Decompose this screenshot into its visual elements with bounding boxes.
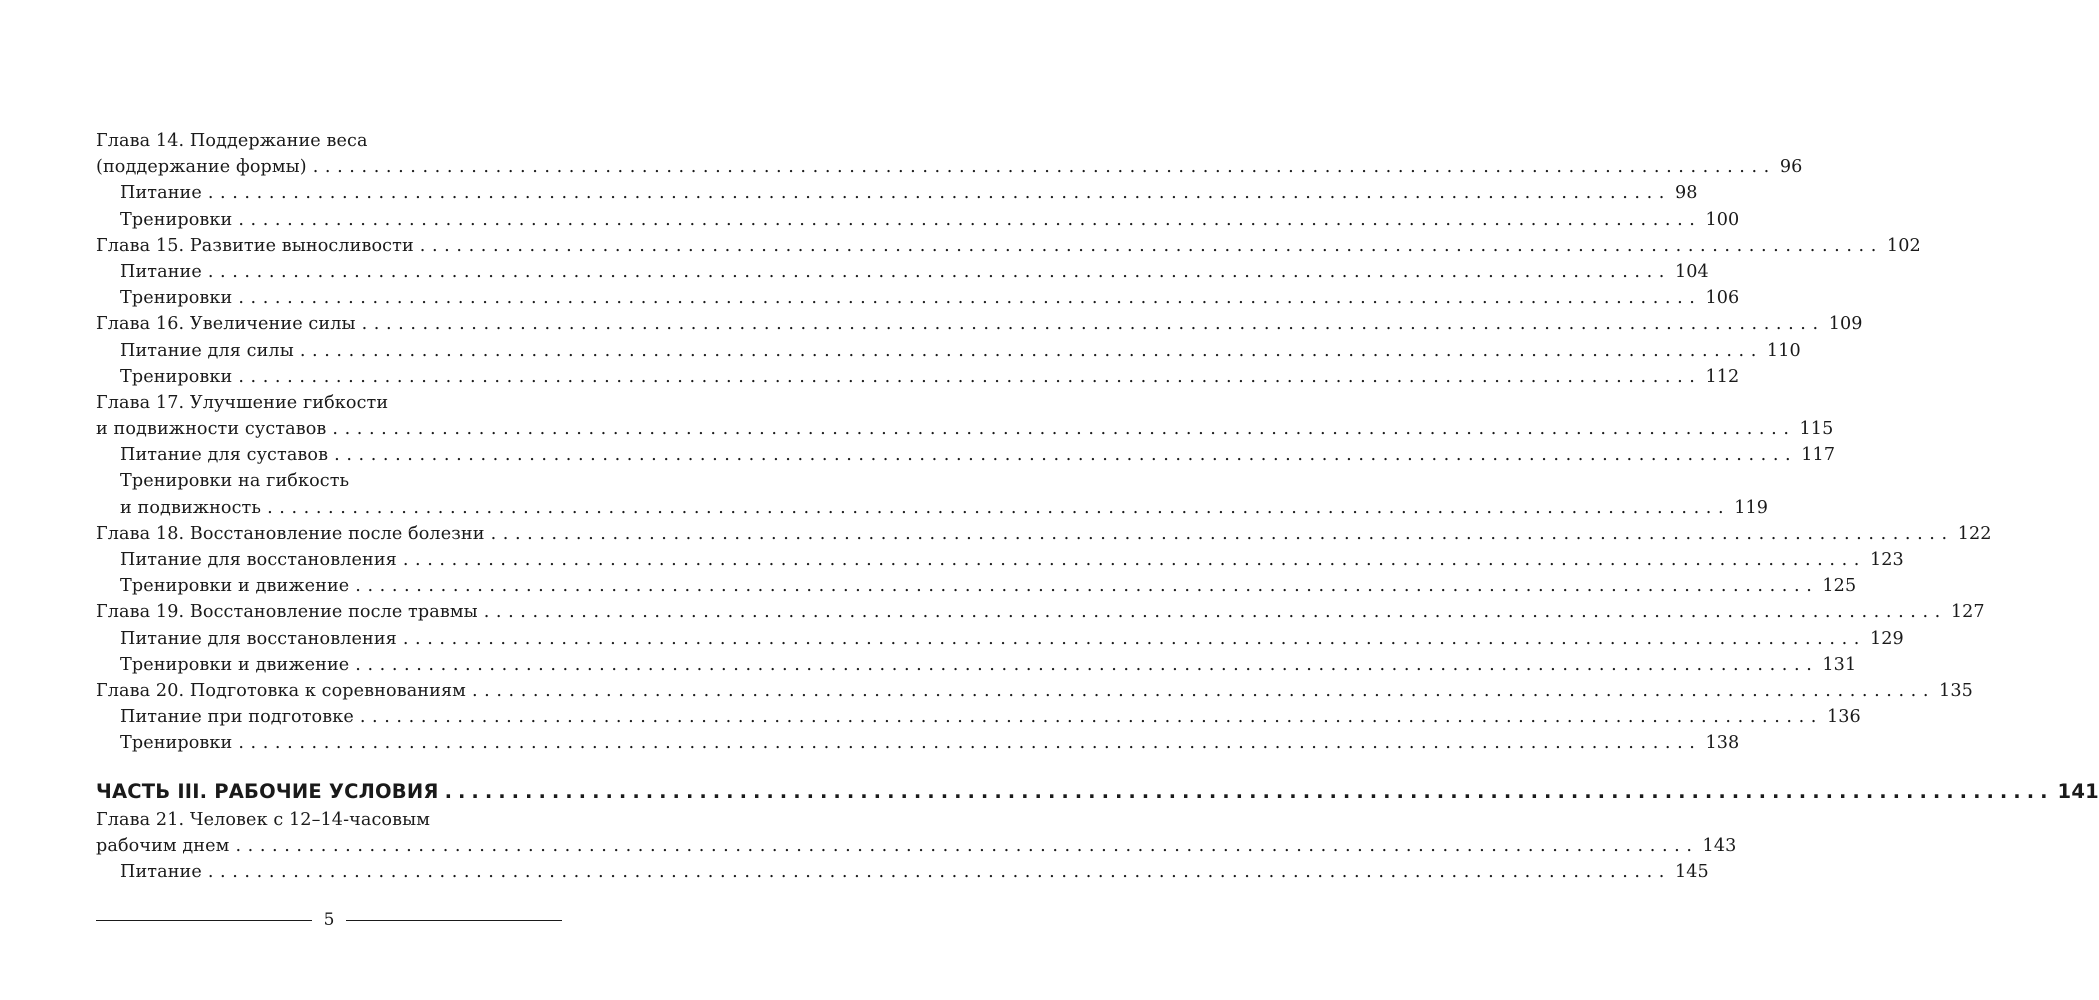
toc-chapter-entry [96, 311, 1863, 337]
toc-page-number: 109 [1828, 314, 1863, 335]
toc-page-number: 104 [1674, 261, 1709, 282]
toc-page-number: 102 [1886, 235, 1921, 256]
dot-leader: ........................................................................................................................ [332, 419, 1796, 440]
dot-leader: ........................................................................................................................ [359, 707, 1823, 728]
footer-rule-right [346, 920, 562, 921]
toc-chapter-entry [96, 154, 1803, 180]
toc-chapter-entry [96, 807, 562, 833]
dot-leader: ........................................................................................................................ [419, 235, 1883, 256]
toc-section-entry [96, 285, 1740, 311]
page-number: 5 [323, 910, 335, 930]
dot-leader: ........................................................................................................................ [238, 209, 1702, 230]
toc-entry-title: Питание для силы [120, 340, 294, 361]
toc-section-entry [96, 730, 1740, 756]
toc-entry-title: Питание при подготовке [120, 707, 354, 728]
toc-section-entry [96, 442, 1836, 468]
toc-chapter-entry [96, 128, 562, 154]
toc-entry-title: Тренировки на гибкость [120, 471, 350, 492]
toc-page-number: 98 [1674, 183, 1698, 204]
dot-leader: ........................................................................................................................ [471, 680, 1936, 701]
toc-page-number: 110 [1766, 340, 1801, 361]
toc-chapter-entry [96, 390, 562, 416]
dot-leader: ........................................................................................................................ [207, 861, 1671, 882]
toc-entry-title: (поддержание формы) [96, 157, 307, 178]
toc-page-number: 131 [1822, 654, 1857, 675]
toc-page-number: 125 [1822, 576, 1857, 597]
toc-page-number: 119 [1734, 497, 1769, 518]
toc-page-number: 106 [1705, 288, 1740, 309]
dot-leader: ........................................................................................................................ [355, 654, 1819, 675]
toc-entry-title: ЧАСТЬ III. РАБОЧИЕ УСЛОВИЯ [96, 779, 439, 803]
dot-leader: ........................................................................................................................ [235, 835, 1699, 856]
toc-entry-title: Тренировки [120, 288, 233, 309]
toc-entry-title: Глава 21. Человек с 12–14-часовым [96, 809, 430, 830]
dot-leader: ........................................................................................................................ [444, 779, 2054, 803]
toc-entry-title: и подвижности суставов [96, 419, 327, 440]
toc-entry-title: Тренировки [120, 733, 233, 754]
dot-leader: ........................................................................................................................ [238, 366, 1702, 387]
toc-chapter-entry [96, 833, 1737, 859]
toc-page-number: 141 [2057, 779, 2099, 803]
toc-entry-title: Питание для восстановления [120, 550, 397, 570]
dot-leader: ........................................................................................................................ [238, 288, 1702, 309]
dot-leader: ........................................................................................................................ [402, 628, 1866, 649]
dot-leader: ........................................................................................................................ [299, 340, 1763, 361]
dot-leader: ........................................................................................................................ [355, 576, 1819, 597]
toc-page-number: 135 [1939, 680, 1973, 701]
toc-entry-title: Глава 14. Поддержание веса [96, 131, 368, 151]
toc-page-number: 127 [1950, 602, 1985, 623]
toc-entry-title: Питание [120, 261, 202, 282]
toc-entry-title: Глава 20. Подготовка к соревнованиям [96, 680, 466, 701]
toc-page-number: 115 [1799, 419, 1834, 440]
toc-section-entry [96, 626, 1904, 652]
toc-page-number: 129 [1869, 628, 1904, 649]
toc-part-entry [96, 777, 2099, 807]
toc-entry-title: Глава 16. Увеличение силы [96, 314, 356, 335]
toc-section-entry [96, 859, 1709, 885]
toc-entry-title: и подвижность [120, 497, 262, 518]
toc-page-number: 143 [1702, 835, 1737, 856]
toc-entry-title: Глава 15. Развитие выносливости [96, 235, 414, 256]
toc-entry-title: рабочим днем [96, 835, 230, 856]
toc-section-entry [96, 180, 1698, 206]
toc-page-number: 112 [1705, 366, 1740, 387]
dot-leader: ........................................................................................................................ [402, 550, 1866, 570]
toc-page-number: 117 [1801, 445, 1836, 466]
toc-entry-title: Тренировки [120, 209, 233, 230]
toc-chapter-entry [96, 521, 1992, 547]
dot-leader: ........................................................................................................................ [490, 523, 1954, 544]
toc-entry-title: Питание [120, 183, 202, 204]
toc-entry-title: Тренировки и движение [120, 576, 350, 597]
toc-page-number: 96 [1779, 157, 1803, 178]
toc-entry-title: Питание для восстановления [120, 628, 397, 649]
toc-section-entry [96, 704, 1861, 730]
toc-section-entry [96, 573, 1857, 599]
toc-entry-title: Питание [120, 861, 202, 882]
toc-section-entry [96, 364, 1740, 390]
toc-section-entry [96, 652, 1857, 678]
toc-page-number: 122 [1957, 523, 1992, 544]
toc-chapter-entry [96, 599, 1985, 625]
dot-leader: ........................................................................................................................ [361, 314, 1825, 335]
footer-rule-left [96, 920, 312, 921]
toc-section-entry [96, 495, 1769, 521]
toc-page-number: 145 [1674, 861, 1709, 882]
page-footer [96, 905, 562, 935]
table-of-contents [96, 128, 2099, 885]
toc-entry-title: Питание для суставов [120, 445, 329, 466]
dot-leader: ........................................................................................................................ [207, 261, 1671, 282]
toc-section-entry [96, 338, 1801, 364]
dot-leader: ........................................................................................................................ [207, 183, 1671, 204]
toc-entry-title: Глава 18. Восстановление после болезни [96, 523, 485, 544]
toc-entry-title: Глава 19. Восстановление после травмы [96, 602, 478, 623]
toc-entry-title: Тренировки [120, 366, 233, 387]
dot-leader: ........................................................................................................................ [483, 602, 1947, 623]
toc-section-entry [96, 468, 562, 494]
toc-section-entry [96, 207, 1740, 233]
dot-leader: ........................................................................................................................ [238, 733, 1702, 754]
dot-leader: ........................................................................................................................ [312, 157, 1776, 178]
toc-chapter-entry [96, 416, 1834, 442]
toc-entry-title: Тренировки и движение [120, 654, 350, 675]
toc-page-number: 100 [1705, 209, 1740, 230]
toc-section-entry [96, 259, 1709, 285]
toc-page-number: 136 [1826, 707, 1861, 728]
dot-leader: ........................................................................................................................ [334, 445, 1798, 466]
toc-chapter-entry [96, 678, 1973, 704]
toc-entry-title: Глава 17. Улучшение гибкости [96, 392, 389, 413]
toc-section-entry [96, 547, 1904, 573]
toc-page-number: 138 [1705, 733, 1740, 754]
dot-leader: ........................................................................................................................ [267, 497, 1731, 518]
toc-chapter-entry [96, 233, 1921, 259]
toc-page-number: 123 [1869, 550, 1904, 570]
